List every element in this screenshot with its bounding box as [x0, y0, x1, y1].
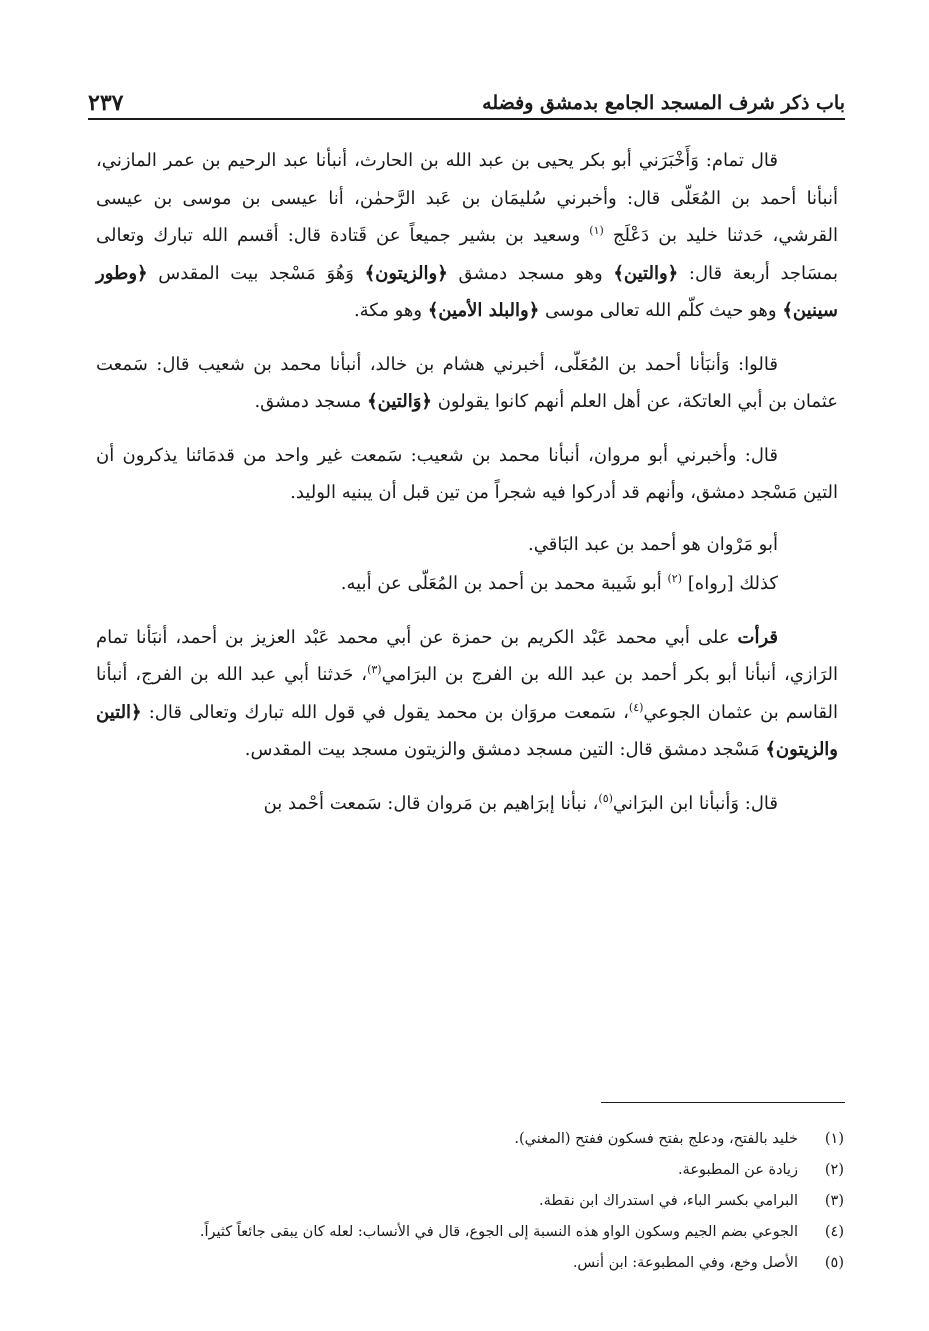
footnote-marker: (٥)	[598, 791, 613, 805]
text-run: كذلك [رواه]	[687, 573, 778, 594]
text-run: وهو مسجد دمشق	[458, 262, 603, 284]
quran-quote: ﴿والتين﴾	[613, 262, 679, 284]
paragraph	[96, 785, 838, 823]
footnote-text: البرامي بكسر الباء، في استدراك ابن نقطة.	[539, 1193, 798, 1209]
lead-word: قرأت	[737, 626, 778, 648]
paragraph	[96, 142, 838, 330]
chapter-title: باب ذكر شرف المسجد الجامع بدمشق وفضله	[482, 92, 845, 114]
footnote-number: (٣)	[824, 1193, 844, 1209]
quran-quote: ﴿التين والزيتون﴾	[96, 701, 838, 760]
footnote-number: (٤)	[824, 1224, 844, 1240]
text-run: قالوا: وَأنبَأنا أحمد بن المُعَلّى، أخبرني هشام بن خالد، أنبأنا محمد بن شعيب قال: سَمعت عثمان بن أبي العاتكة، عن أهل العلم أنهم كانوا يقولون	[96, 353, 838, 412]
text-run: قال: وَأنبأنا ابن البرَاني	[612, 792, 778, 814]
quran-quote: ﴿والبلد الأمين﴾	[427, 300, 540, 321]
text-run: ، سَمعت مروَان بن محمد يقول في قول الله تبارك وتعالى قال:	[148, 701, 629, 723]
paragraph	[96, 619, 838, 769]
text-run: مَسْجد دمشق قال: التين مسجد دمشق والزيتون مسجد بيت المقدس.	[244, 739, 760, 760]
text-run: ، حَدثنا أبي عبد الله بن الفرج، أنبأنا القاسم بن عثمان الجوعي	[96, 664, 838, 723]
text-run: قال: وأخبرني أبو مروان، أنبأنا محمد بن شعيب: سَمعت غير واحد من قدمَائنا يذكرون أن التين مَسْجد دمشق، وأنهم قد أدركوا فيه شجراً من تين قبل أن يبنيه الوليد.	[96, 444, 838, 503]
paragraph	[96, 565, 838, 603]
footnote-item	[96, 1124, 844, 1155]
running-header	[88, 84, 845, 120]
footnote-text: الأصل وخع، وفي المطبوعة: ابن أنس.	[572, 1255, 798, 1271]
text-run: أبو شَيبة محمد بن أحمد بن المُعَلّى عن أبيه.	[340, 573, 662, 594]
text-run: وهو مكة.	[353, 300, 423, 321]
footnote-marker: (٢)	[667, 572, 682, 585]
page-number: ٢٣٧	[88, 90, 124, 116]
footnote-text: زيادة عن المطبوعة.	[677, 1162, 798, 1178]
footnote-item	[96, 1186, 844, 1217]
text-run: وسعيد بن بشير جميعاً عن قَتادة قال: أقسم الله تبارك وتعالى بمسَاجد أربعة قال:	[96, 225, 838, 284]
text-run: ، نبأنا إبرَاهيم بن مَروان قال: سَمعت أحْمد بن	[263, 792, 599, 814]
paragraph	[96, 437, 838, 512]
footnote-number: (١)	[824, 1131, 844, 1147]
footnote-marker: (٤)	[628, 700, 644, 714]
paragraph	[96, 526, 838, 564]
quran-quote: ﴿وطور سينين﴾	[96, 262, 838, 321]
text-run: مسجد دمشق.	[254, 391, 362, 412]
footnote-text: الجوعي بضم الجيم وسكون الواو هذه النسبة إلى الجوع، قال في الأنساب: لعله كان يبقى جائعاً كثيراً.	[199, 1224, 798, 1240]
footnote-marker: (٣)	[367, 663, 382, 676]
quran-quote: ﴿وَالتين﴾	[367, 391, 432, 412]
text-run: قال تمام: وَأَخْبَرَني أبو بكر يحيى بن عبد الله بن الحارث، أنبأنا عبد الرحيم بن عمر المازني، أنبأنا أحمد بن المُعَلّى قال: وأخبرني سُليمَان بن عَبد الرَّحمٰن، أنا عيسى بن موسى بن عيسى القرشي، حَدثنا خليد بن دَعْلَج	[96, 150, 838, 246]
text-run: على أبي محمد عَبْد الكريم بن حمزة عن أبي محمد عَبْد العزيز بن أحمد، أنبَأنا تمام الرَازي، أنبأنا أبو بكر أحمد بن عبد الله بن الفرج بن البرَامي	[96, 626, 838, 685]
footnotes	[96, 1124, 844, 1279]
footnote-marker: (١)	[589, 224, 604, 237]
footnote-number: (٢)	[824, 1162, 844, 1178]
text-run: أبو مَرْوان هو أحمد بن عبد البَاقي.	[528, 533, 778, 555]
quran-quote: ﴿والزيتون﴾	[364, 262, 448, 284]
footnote-number: (٥)	[824, 1255, 844, 1271]
footnote-item	[96, 1155, 844, 1186]
footnote-item	[96, 1217, 844, 1248]
main-text	[96, 142, 838, 838]
text-run: وَهُوَ مَسْجد بيت المقدس	[158, 262, 354, 284]
footnote-text: خليد بالفتح، ودعلج بفتح فسكون ففتح (المغني).	[514, 1131, 798, 1147]
text-run: وهو حيث كلّم الله تعالى موسى	[545, 300, 777, 321]
footnote-divider	[601, 1102, 845, 1103]
footnote-item	[96, 1248, 844, 1279]
paragraph	[96, 346, 838, 421]
